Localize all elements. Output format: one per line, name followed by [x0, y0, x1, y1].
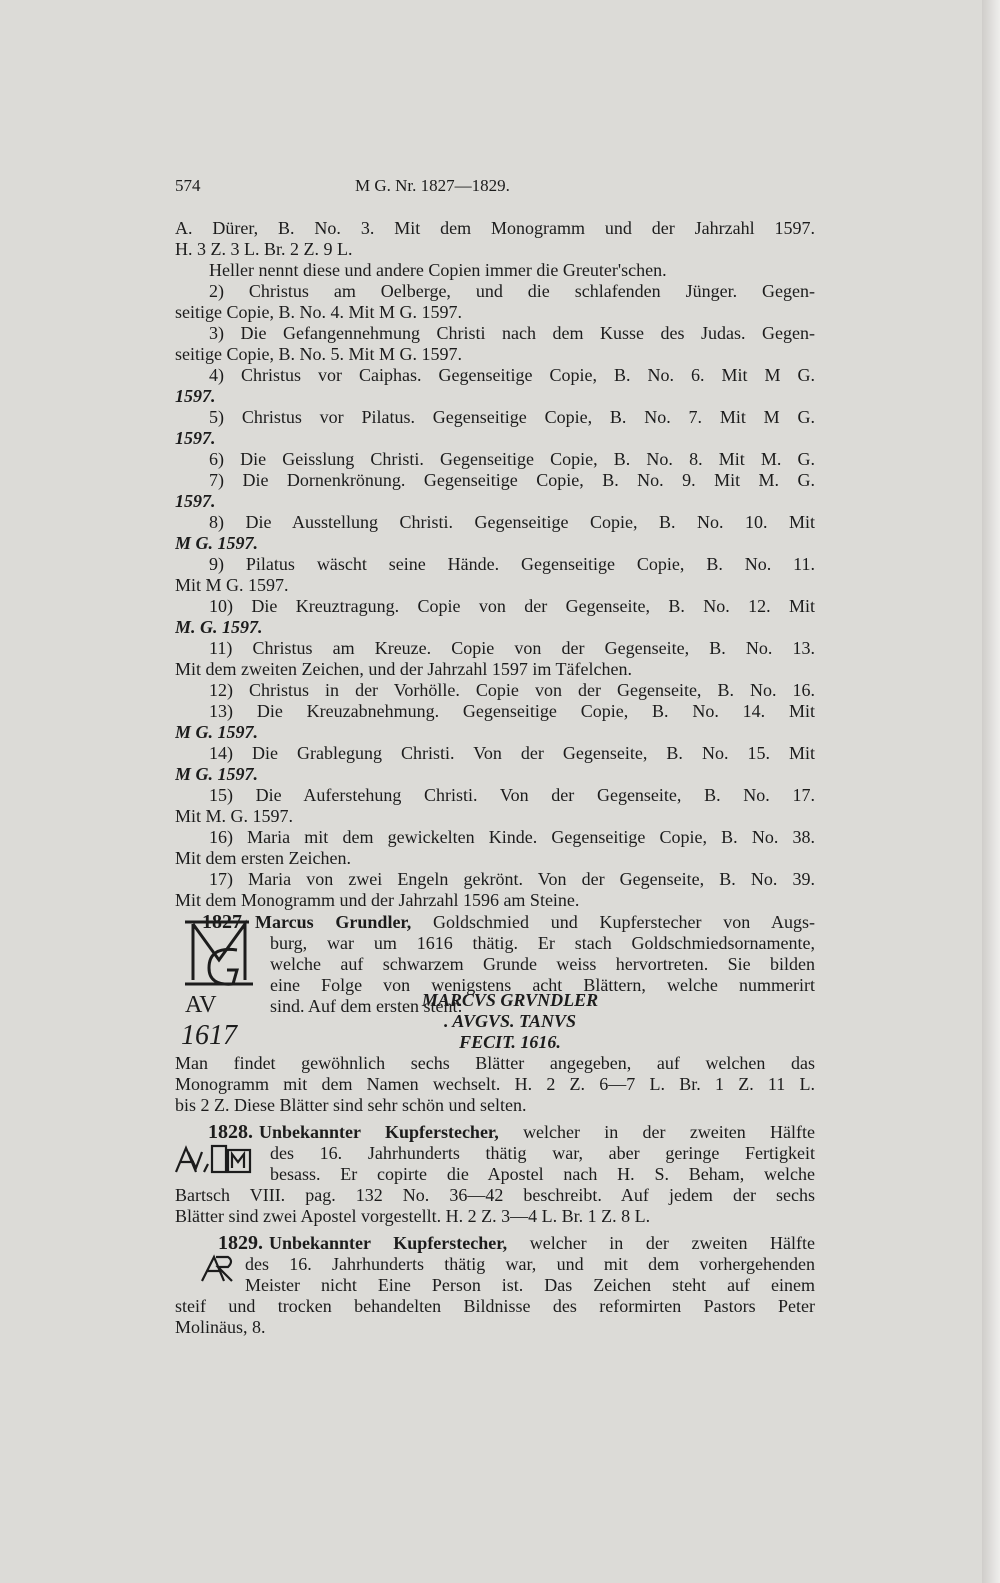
- inscription-line: FECIT. 1616.: [459, 1032, 561, 1052]
- text-line: A. Dürer, B. No. 3. Mit dem Monogramm und der Jahrzahl 1597.: [175, 218, 815, 238]
- monogram-year: 1617: [181, 1020, 237, 1051]
- ar-monogram-icon: [198, 1253, 238, 1283]
- text-line: 8) Die Ausstellung Christi. Gegenseitige Copie, B. No. 10. Mit: [209, 512, 815, 532]
- text-line: seitige Copie, B. No. 4. Mit M G. 1597.: [175, 302, 462, 322]
- text-line: 7) Die Dornenkrönung. Gegenseitige Copie, B. No. 9. Mit M. G.: [209, 470, 815, 490]
- text-line: Heller nennt diese und andere Copien immer die Greuter'schen.: [209, 260, 667, 280]
- text-line: 12) Christus in der Vorhölle. Copie von der Gegenseite, B. No. 16.: [209, 680, 815, 700]
- entry-1829-hanging-text: [175, 1254, 815, 1296]
- text-line: M. G. 1597.: [175, 617, 263, 637]
- text-line: 11) Christus am Kreuze. Copie von der Gegenseite, B. No. 13.: [209, 638, 815, 658]
- text-line: Mit M G. 1597.: [175, 575, 289, 595]
- unknown-engraver-mark-1829: [198, 1253, 238, 1283]
- text-line: 3) Die Gefangennehmung Christi nach dem Kusse des Judas. Gegen-: [209, 323, 815, 343]
- text-line: Molinäus, 8.: [175, 1317, 266, 1337]
- text-line: 10) Die Kreuztragung. Copie von der Gegenseite, B. No. 12. Mit: [209, 596, 815, 616]
- text-line: besass. Er copirte die Apostel nach H. S. Beham, welche: [270, 1164, 815, 1184]
- text-line: des 16. Jahrhunderts thätig war, aber geringe Fertigkeit: [270, 1143, 815, 1163]
- text-line: Mit dem ersten Zeichen.: [175, 848, 351, 868]
- engraver-mark-icon: [172, 1142, 262, 1176]
- monogram-letters: AV: [185, 992, 217, 1018]
- text-line: Man findet gewöhnlich sechs Blätter angegeben, auf welchen das: [175, 1053, 815, 1073]
- text-line: Bartsch VIII. pag. 132 No. 36—42 beschreibt. Auf jedem der sechs: [175, 1185, 815, 1205]
- entry-1829-first-line: [175, 1233, 815, 1254]
- text-line: 1597.: [175, 428, 216, 448]
- text-line: 17) Maria von zwei Engeln gekrönt. Von der Gegenseite, B. No. 39.: [209, 869, 815, 889]
- text-line: M G. 1597.: [175, 722, 259, 742]
- entry-1829-tail: [175, 1296, 815, 1338]
- entry-1828-number: 1828.: [208, 1122, 253, 1143]
- text-line: 15) Die Auferstehung Christi. Von der Gegenseite, B. No. 17.: [209, 785, 815, 805]
- continued-entry-list: [175, 218, 815, 911]
- text-line: 14) Die Grablegung Christi. Von der Gegenseite, B. No. 15. Mit: [209, 743, 815, 763]
- entry-1828-tail: [175, 1185, 815, 1227]
- running-title: M G. Nr. 1827—1829.: [355, 176, 510, 195]
- entry-1828-hanging-text: [175, 1143, 815, 1185]
- text-line: 4) Christus vor Caiphas. Gegenseitige Copie, B. No. 6. Mit M G.: [209, 365, 815, 385]
- text-line: steif und trocken behandelten Bildnisse des reformirten Pastors Peter: [175, 1296, 815, 1316]
- entry-1827-name: Marcus Grundler,: [255, 912, 412, 932]
- text-line: Meister nicht Eine Person ist. Das Zeichen steht auf einem: [245, 1275, 815, 1295]
- entry-1828-first-line: [175, 1122, 815, 1143]
- text-line: Mit M. G. 1597.: [175, 806, 294, 826]
- entry-1829-number: 1829.: [218, 1233, 263, 1254]
- text-line: M G. 1597.: [175, 764, 259, 784]
- entry-1827-number: 1827.: [202, 912, 247, 933]
- page-edge: [982, 0, 1000, 1583]
- running-header: [175, 176, 810, 200]
- text-line: Monogramm mit dem Namen wechselt. H. 2 Z. 6—7 L. Br. 1 Z. 11 L.: [175, 1074, 815, 1094]
- text-line: Mit dem Monogramm und der Jahrzahl 1596 am Steine.: [175, 890, 580, 910]
- page-number: 574: [175, 176, 201, 195]
- text-line: eine Folge von wenigstens acht Blättern, welche nummerirt: [270, 975, 815, 995]
- text-line: M G. 1597.: [175, 533, 259, 553]
- plate-inscription: [380, 990, 640, 1053]
- text-line: seitige Copie, B. No. 5. Mit M G. 1597.: [175, 344, 462, 364]
- entry-1828-name: Unbekannter Kupferstecher,: [259, 1122, 499, 1142]
- text-line: 1597.: [175, 491, 216, 511]
- text-line: 6) Die Geisslung Christi. Gegenseitige Copie, B. No. 8. Mit M. G.: [209, 449, 815, 469]
- entry-1828: [175, 1122, 815, 1185]
- text-line: H. 3 Z. 3 L. Br. 2 Z. 9 L.: [175, 239, 353, 259]
- entry-1829-name: Unbekannter Kupferstecher,: [269, 1233, 508, 1253]
- text-line: 2) Christus am Oelberge, und die schlafenden Jünger. Gegen-: [209, 281, 815, 301]
- entry-1829-first-line-text: welcher in der zweiten Hälfte: [529, 1233, 815, 1253]
- text-line: 13) Die Kreuzabnehmung. Gegenseitige Copie, B. No. 14. Mit: [209, 701, 815, 721]
- text-line: 5) Christus vor Pilatus. Gegenseitige Copie, B. No. 7. Mit M G.: [209, 407, 815, 427]
- inscription-line: MARCVS GRVNDLER: [421, 990, 599, 1010]
- text-line: burg, war um 1616 thätig. Er stach Goldschmiedsornamente,: [270, 933, 815, 953]
- entry-1829: [175, 1233, 815, 1296]
- unknown-engraver-mark-1828: [172, 1142, 262, 1176]
- entry-1828-first-line-text: welcher in der zweiten Hälfte: [523, 1122, 815, 1142]
- text-line: 9) Pilatus wäscht seine Hände. Gegenseitige Copie, B. No. 11.: [209, 554, 815, 574]
- text-line: Mit dem zweiten Zeichen, und der Jahrzahl 1597 im Täfelchen.: [175, 659, 633, 679]
- entry-1827-first-line-text: Goldschmied und Kupferstecher von Augs-: [433, 912, 815, 932]
- text-line: Blätter sind zwei Apostel vorgestellt. H. 2 Z. 3—4 L. Br. 1 Z. 8 L.: [175, 1206, 651, 1226]
- text-line: sind. Auf dem ersten steht:: [270, 996, 463, 1016]
- entry-1827-tail: [175, 1053, 815, 1116]
- entry-1827-first-line: [175, 912, 815, 933]
- text-line: 16) Maria mit dem gewickelten Kinde. Gegenseitige Copie, B. No. 38.: [209, 827, 815, 847]
- text-line: welche auf schwarzem Grunde weiss hervortreten. Sie bilden: [270, 954, 815, 974]
- inscription-line: . AVGVS. TANVS: [443, 1011, 577, 1031]
- text-line: 1597.: [175, 386, 216, 406]
- text-line: des 16. Jahrhunderts thätig war, und mit dem vorhergehenden: [245, 1254, 815, 1274]
- text-line: bis 2 Z. Diese Blätter sind sehr schön und selten.: [175, 1095, 527, 1115]
